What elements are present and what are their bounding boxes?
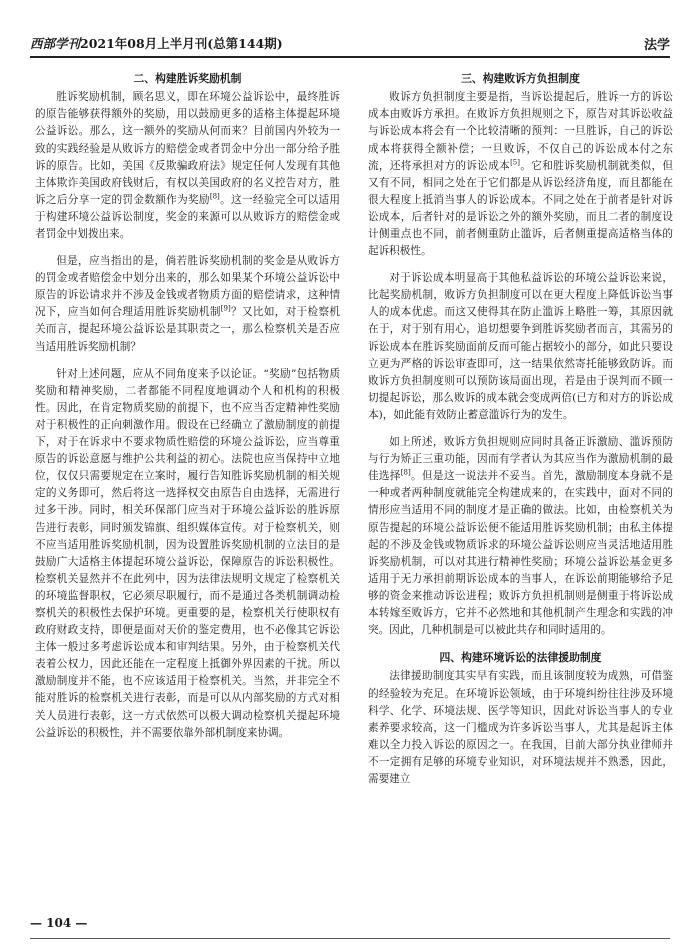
paragraph-text: 但是，应当指出的是，倘若胜诉奖励机制的奖金是从败诉方的罚金或者赔偿金中划分出来的，那么如果某个环境公益诉讼中原告的诉讼请求并不涉及金钱或者物质方面的赔偿请求，这种情况下，应当如何合理适用胜诉奖励机制 — [35, 255, 340, 319]
paragraph — [35, 253, 340, 356]
paragraph: 针对上述问题，应从不同角度来予以论证。“奖励”包括物质奖励和精神奖励，二者都能不同程度地调动个人和机构的积极性。因此，在肯定物质奖励的前提下，也不应当否定精神性奖励对于积极性的正向刺激作用。假设在已经确立了激励制度的前提下，对于在诉求中不要求物质性赔偿的环境公益诉讼，应当尊重原告的诉讼意愿与维护公共利益的初心。法院也应当保持中立地位，仅仅只需要规定在立案时，履行告知胜诉奖励机制的相关规定的义务即可，然后将这一选择权交由原告自由选择，无需进行过多干涉。同时，相关环保部门应当对于环境公益诉讼的胜诉原告进行表彰，同时颁发锦旗、组织媒体宣传。对于检察机关，则不应当适用胜诉奖励机制，因为设置胜诉奖励机制的立法目的是鼓励广大适格主体提起环境公益诉讼，保障原告的诉讼积极性。检察机关显然并不在此列中，因为法律法规明文规定了检察机关的环境监督职权，它必须尽职履行，而不是通过各类机制调动检察机关的积极性去保护环境。更重要的是，检察机关行使职权有政府财政支持，即便是面对天价的鉴定费用，也不必像其它诉讼主体一般过多考虑诉讼成本和审判结果。另外，由于检察机关代表着公权力，因此还能在一定程度上抵御外界因素的干扰。所以激励制度并不能，也不应该适用于检察机关。当然，并非完全不能对胜诉的检察机关进行表彰，而是可以从内部奖励的方式对相关人员进行表彰，这一方式依然可以极大调动检察机关提起环境公益诉讼的积极性，并不需要依靠外部机制度来协调。 — [35, 367, 340, 739]
paragraph-text: ？又比如，对于检察机关而言，提起环境公益诉讼是其职责之一，那么检察机关是否应当适用胜诉奖励机制？ — [35, 306, 340, 353]
section-heading: 四、构建环境诉讼的法律援助制度 — [439, 651, 602, 665]
citation: [5] — [510, 158, 520, 167]
paragraph-text: 。这一经验完全可以适用于构建环境公益诉讼制度，奖金的来源可以从败诉方的赔偿金或者罚金中划拨出来。 — [35, 193, 340, 241]
right-column — [368, 70, 673, 910]
paragraph — [368, 89, 673, 260]
left-column — [35, 70, 340, 910]
paragraph: 法律援助制度其实早有实践，而且该制度较为成熟，可借鉴的经验较为充足。在环境诉讼领域，由于环境纠纷往往涉及环境科学、化学、环境法规、医学等知识，因此对诉讼当事人的专业素养要求较高，这一门槛成为许多诉讼当事人，尤其是起诉主体难以全力投入诉讼的原因之一。在我国，目前大部分执业律师并不一定拥有足够的环境专业知识，对环境法规并不熟悉，因此，需要建立 — [368, 670, 673, 785]
journal-issue: 2021年08月上半月刊(总第144期) — [80, 36, 283, 51]
journal-brand: 西部学刊 — [30, 36, 81, 51]
paragraph-text: 胜诉奖励机制，顾名思义，即在环境公益诉讼中，最终胜诉的原告能够获得额外的奖励，用以鼓励更多的适格主体提起环境公益诉讼。那么，这一额外的奖励从何而来？目前国内外较为一致的实践经验是从败诉方的赔偿金或者罚金中分出一部分给予胜诉的原告。比如，美国《反欺骗政府法》规定任何人发现有其他主体欺诈美国政府钱财后，有权以美国政府的名义控告对方，胜诉之后分享一定的罚金数额作为奖励 — [35, 91, 340, 206]
section-heading: 三、构建败诉方负担制度 — [461, 72, 580, 85]
citation: [8] — [209, 192, 220, 201]
journal-title — [30, 34, 283, 52]
paragraph-text: 如上所述，败诉方负担规则应同时具备正诉激励、滥诉预防与行为矫正三重功能，因而有学者认为其应当作为激励机制的最佳选择 — [368, 436, 673, 483]
paragraph: 对于诉讼成本明显高于其他私益诉讼的环境公益诉讼来说，比起奖励机制，败诉方负担制度可以在更大程度上降低诉讼当事人的成本优虑。而这又使得其在防止滥诉上略胜一筹，其原因就在于，对于别有用心，追切想要争到胜诉奖励者而言，其需另的诉讼成本在胜诉奖励面前反而可能占据较小的部分，如此只要设立更为严格的诉讼审查即可，这一结果依然寄托能够致防诉。而败诉方负担制度则可以预防该局面出现，若是由于误判而不顾一切提起诉讼，那么败诉的成本就会变成两倍(已方和对方的诉讼成本)，如此能有效防止蓄意滥诉行为的发生。 — [368, 272, 673, 421]
running-header — [30, 34, 670, 54]
citation: [9] — [220, 304, 231, 313]
paragraph-text: 。它和胜诉奖励机制就类似，但又有不同，相同之处在于它们都是从诉讼经济角度，而且都能在很大程度上抵消当事人的诉讼成本。不同之处在于前者是针对诉讼成本，后者针对的是诉讼之外的额外奖励，而且二者的制度设计侧重点也不同，前者侧重防止滥诉，后者侧重提高适格当体的起诉积极性。 — [368, 159, 673, 258]
footer-rule — [30, 938, 670, 939]
citation: [8] — [400, 468, 411, 477]
section-heading: 二、构建胜诉奖励机制 — [133, 72, 242, 85]
paragraph — [368, 434, 673, 639]
paragraph-text: 败诉方负担制度主要是指，当诉讼提起后，胜诉一方的诉讼成本由败诉方承担。在败诉方负担规则之下，原告对其诉讼收益与诉讼成本将会有一个比较清晰的预判：一旦胜诉，自己的诉讼成本将获得全额补偿；一旦败诉，不仅自己的诉讼成本付之东流，还将承担对方的诉讼成本 — [368, 91, 673, 172]
paragraph-text: 。但是这一说法并不妥当。首先，激励制度本身就不是一种或者两种制度就能完全构建成来的，在实践中，面对不同的情形应当适用不同的制度才是正确的做法。比如，由检察机关为原告提起的环境公益诉讼便不能适用胜诉奖励机制；由私主体提起的不涉及金钱或物质诉求的环境公益诉讼则应当灵活地适用胜诉奖励机制，可以对其进行精神性奖励；环境公益诉讼基金更多适用于无力承担前期诉讼成本的当事人，在诉讼前期能够给予足够的资金来推动诉讼进程；败诉方负担机制则是侧重于将诉讼成本转嫁至败诉方，它并不必然地和其他机制产生理念和实践的冲突。因此，几种机制是可以被此共存和同时适用的。 — [368, 470, 673, 637]
header-rule — [30, 56, 670, 58]
section-tag: 法学 — [643, 38, 670, 53]
paragraph — [35, 89, 340, 243]
page-number: — 104 — — [30, 916, 88, 930]
